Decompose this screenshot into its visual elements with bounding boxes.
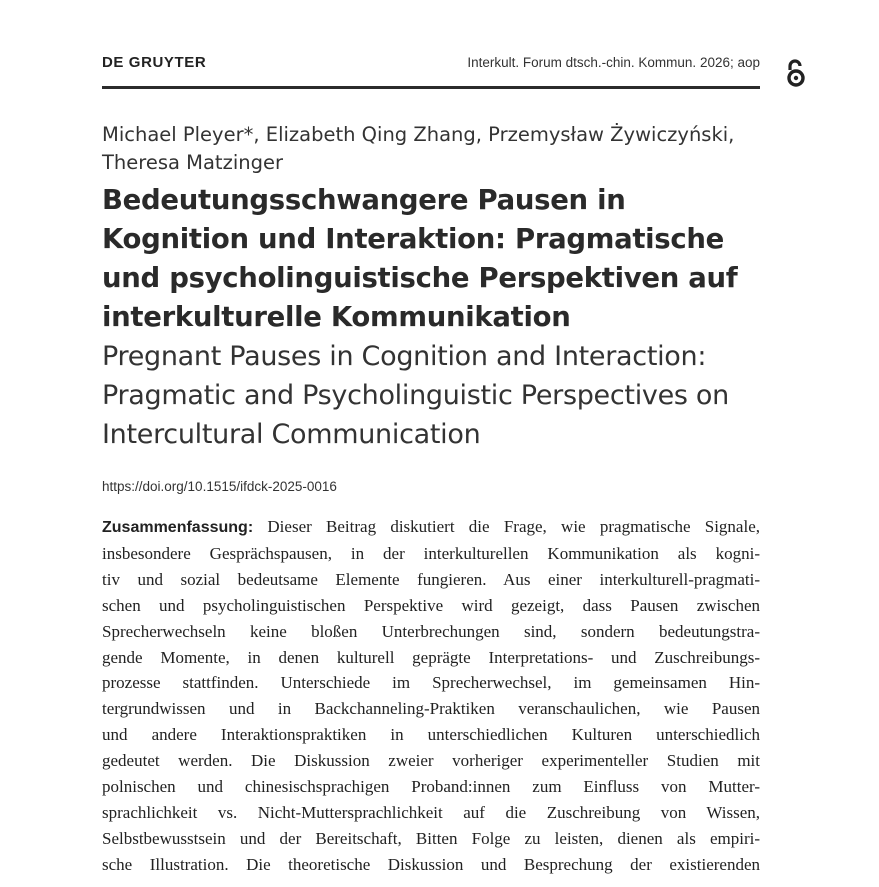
abstract-line: schen und psycholinguistischen Perspektive wird gezeigt, dass Pausen zwischen (102, 595, 760, 615)
abstract-line-text: Dieser Beitrag diskutiert die Frage, wie pragmatische Signale, (253, 517, 760, 536)
abstract-line (102, 514, 760, 541)
title-de-line: interkulturelle Kommunikation (102, 301, 571, 333)
abstract-line: gedeutet werden. Die Diskussion zweier vorheriger experimenteller Studien mit (102, 751, 760, 771)
article-title-english (102, 337, 822, 454)
abstract-line: sche Illustration. Die theoretische Diskussion und Besprechung der existierenden (102, 854, 760, 874)
journal-citation: Interkult. Forum dtsch.-chin. Kommun. 2026; aop (467, 55, 760, 70)
abstract-line: tiv und sozial bedeutsame Elemente fungieren. Aus einer interkulturell-pragmati- (102, 569, 760, 589)
article-title-german (102, 181, 802, 337)
title-en-line: Pragmatic and Psycholinguistic Perspectives on (102, 380, 729, 411)
publisher-name: DE GRUYTER (102, 54, 207, 71)
title-en-line: Pregnant Pauses in Cognition and Interaction: (102, 341, 707, 372)
doi-link[interactable]: https://doi.org/10.1515/ifdck-2025-0016 (102, 479, 337, 494)
title-de-line: Kognition und Interaktion: Pragmatische (102, 223, 725, 255)
title-de-line: und psycholinguistische Perspektiven auf (102, 262, 738, 294)
abstract-line: und andere Interaktionspraktiken in unterschiedlichen Kulturen unterschiedlich (102, 725, 760, 745)
title-de-line: Bedeutungsschwangere Pausen in (102, 184, 626, 216)
title-en-line: Intercultural Communication (102, 419, 481, 450)
abstract-line: insbesondere Gesprächspausen, in der interkulturellen Kommunikation als kogni- (102, 543, 760, 563)
author-list (102, 121, 802, 177)
abstract-line: tergrundwissen und in Backchanneling-Praktiken veranschaulichen, wie Pausen (102, 699, 760, 719)
abstract-line: gende Momente, in denen kulturell geprägte Interpretations- und Zuschreibungs- (102, 647, 760, 667)
abstract-line: Sprecherwechseln keine bloßen Unterbrechungen sind, sondern bedeutungstra- (102, 621, 760, 641)
abstract-line: prozesse stattfinden. Unterschiede im Sprecherwechsel, im gemeinsamen Hin- (102, 673, 760, 693)
open-access-icon (784, 58, 810, 88)
abstract-line: polnischen und chinesischsprachigen Proband:innen zum Einfluss von Mutter- (102, 777, 760, 797)
page-header (102, 52, 760, 89)
abstract-line: Selbstbewusstsein und der Bereitschaft, Bitten Folge zu leisten, dienen als empiri- (102, 828, 760, 848)
abstract-label: Zusammenfassung: (102, 519, 254, 536)
authors-line-1: Michael Pleyer*, Elizabeth Qing Zhang, Przemysław Żywiczyński, (102, 123, 735, 146)
abstract-line: sprachlichkeit vs. Nicht-Muttersprachlichkeit auf die Zuschreibung von Wissen, (102, 802, 760, 822)
abstract (102, 514, 760, 878)
authors-line-2: Theresa Matzinger (102, 151, 283, 174)
